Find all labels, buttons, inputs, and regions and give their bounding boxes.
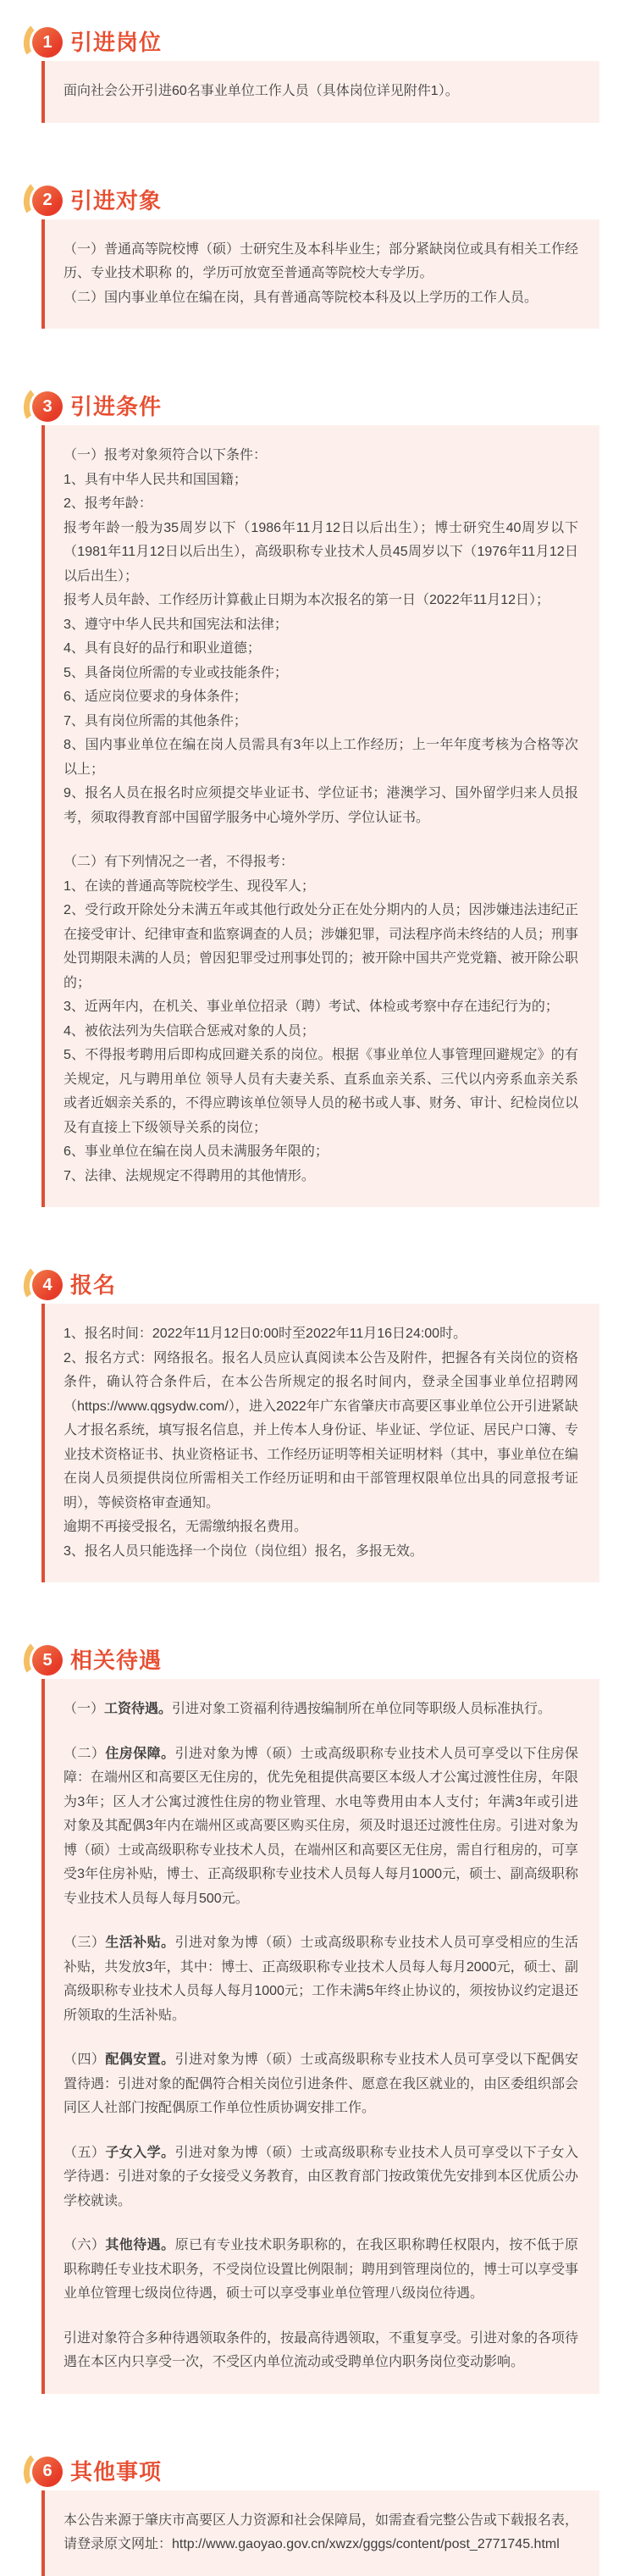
paragraph: 7、具有岗位所需的其他条件； — [64, 713, 247, 728]
section-body — [41, 61, 599, 123]
section-number-badge: 1 — [32, 27, 63, 58]
paragraph: 本公告来源于肇庆市高要区人力资源和社会保障局，如需查看完整公告或下载报名表，请登录原文网址：http://www.gaoyao.gov.cn/xwzx/gggs/content/post_2771745.html — [64, 2512, 579, 2551]
paragraph: 9、报名人员在报名时应须提交毕业证书、学位证书；港澳学习、国外留学归来人员报考，须取得教育部中国留学服务中心境外学历、学位认证书。 — [64, 786, 578, 825]
section-number-badge: 2 — [32, 186, 63, 216]
paragraph: 6、事业单位在编在岗人员未满服务年限的； — [64, 1144, 329, 1159]
paragraph: 6、适应岗位要求的身体条件； — [64, 690, 247, 704]
section — [0, 24, 635, 123]
section-number-badge: 4 — [32, 1270, 63, 1300]
paragraph-lead-label: 生活补贴。 — [105, 1936, 175, 1950]
paragraph: 3、近两年内，在机关、事业单位招录（聘）考试、体检或考察中存在违纪行为的； — [64, 1000, 559, 1014]
section — [0, 1642, 635, 2394]
paragraph: 7、法律、法规规定不得聘用的其他情形。 — [64, 1168, 315, 1183]
source-url: http://www.gaoyao.gov.cn/xwzx/gggs/content/post_2771745.html — [172, 2537, 560, 2551]
section-body — [41, 1679, 599, 2394]
section — [0, 182, 635, 330]
paragraph: （六）其他待遇。原已有专业技术职务职称的，在我区职称聘任权限内，按不低于原职称聘任专业技术职务，不受岗位设置比例限制；聘用到管理岗位的，博士可以享受事业单位管理七级岗位待遇，硕士可以享受事业单位管理八级岗位待遇。 — [64, 2238, 579, 2301]
section-header — [24, 1266, 635, 1304]
paragraph: （四）配偶安置。引进对象为博（硕）士或高级职称专业技术人员可享受以下配偶安置待遇：引进对象的配偶符合相关岗位引进条件、愿意在我区就业的，由区委组织部会同区人社部门按配偶原工作单位性质协调安排工作。 — [64, 2052, 579, 2115]
section-header — [24, 2453, 635, 2490]
section-number-badge: 6 — [32, 2457, 63, 2487]
section-title: 引进对象 — [70, 187, 163, 213]
paragraph: （一）工资待遇。引进对象工资福利待遇按编制所在单位同等职级人员标准执行。 — [64, 1702, 552, 1716]
section — [0, 388, 635, 1207]
section-title: 相关待遇 — [70, 1648, 163, 1673]
section-title: 其他事项 — [70, 2458, 163, 2485]
paragraph: 2、报名方式：网络报名。报名人员应认真阅读本公告及附件，把握各有关岗位的资格条件，确认符合条件后，在本公告所规定的报名时间内，登录全国事业单位招聘网（https://www.qgsydw.com/），进入2022年广东省肇庆市高要区事业单位公开引进紧缺人才报名系统，填写报名信息，并上传本人身份证、毕业证、学位证、居民户口簿、专业技术资格证书、执业资格证书、工作经历证明等相关证明材料（其中，事业单位在编在岗人员须提供岗位所需相关工作经历证明和由干部管理权限单位出具的同意报考证明），等候资格审查通知。 — [64, 1350, 579, 1510]
section-number-badge: 3 — [32, 391, 63, 422]
section-title: 报名 — [70, 1272, 117, 1298]
section-body — [41, 2490, 599, 2576]
section-title: 引进岗位 — [70, 30, 163, 55]
section-header — [24, 388, 635, 425]
paragraph: （三）生活补贴。引进对象为博（硕）士或高级职称专业技术人员可享受相应的生活补贴，共发放3年，其中：博士、正高级职称专业技术人员每人每月2000元，硕士、副高级职称专业技术人员每人每月1000元；工作未满5年终止协议的，须按协议约定退还所领取的生活补贴。 — [64, 1936, 578, 2023]
paragraph: 5、不得报考聘用后即构成回避关系的岗位。根据《事业单位人事管理回避规定》的有关规定，凡与聘用单位 领导人员有夫妻关系、直系血亲关系、三代以内旁系血亲关系或者近姻亲关系的，不得应聘该单位领导人员的秘书或人事、财务、审计、纪检岗位以及有直接上下级领导关系的岗位； — [64, 1048, 579, 1135]
paragraph: 2、受行政开除处分未满五年或其他行政处分正在处分期内的人员；因涉嫌违法违纪正在接受审计、纪律审查和监察调查的人员；涉嫌犯罪，司法程序尚未终结的人员；刑事处罚期限未满的人员；曾因犯罪受过刑事处罚的；被开除中国共产党党籍、被开除公职的； — [64, 903, 579, 990]
paragraph-lead-label: 子女入学。 — [105, 2145, 175, 2160]
paragraph-lead-label: 配偶安置。 — [105, 2052, 175, 2067]
section-body — [41, 219, 599, 330]
section-header — [24, 182, 635, 219]
paragraph: 2、报考年龄： — [64, 496, 152, 511]
paragraph: 3、遵守中华人民共和国宪法和法律； — [64, 617, 288, 632]
section — [0, 2453, 635, 2576]
paragraph: 1、具有中华人民共和国国籍； — [64, 472, 247, 487]
paragraph: （一）报考对象须符合以下条件： — [64, 448, 268, 463]
paragraph: 1、在读的普通高等院校学生、现役军人； — [64, 878, 315, 894]
paragraph-lead-label: 工资待遇。 — [104, 1702, 173, 1716]
paragraph: 8、国内事业单位在编在岗人员需具有3年以上工作经历；上一年年度考核为合格等次以上； — [64, 738, 578, 777]
section-body — [41, 425, 599, 1207]
section — [0, 1266, 635, 1582]
paragraph: 报考年龄一般为35周岁以下（1986年11月12日以后出生）；博士研究生40周岁以下（1981年11月12日以后出生），高级职称专业技术人员45周岁以下（1976年11月12日以后出生）； — [64, 520, 578, 584]
paragraph-lead-label: 住房保障。 — [105, 1746, 175, 1761]
announcement-document — [0, 24, 635, 2576]
section-title: 引进条件 — [70, 394, 163, 419]
paragraph: 3、报名人员只能选择一个岗位（岗位组）报名，多报无效。 — [64, 1543, 423, 1559]
section-body — [41, 1304, 599, 1582]
paragraph: 1、报名时间：2022年11月12日0:00时至2022年11月16日24:00时。 — [64, 1327, 467, 1341]
paragraph: （一）普通高等院校博（硕）士研究生及本科毕业生；部分紧缺岗位或具有相关工作经历、专业技术职称 的，学历可放宽至普通高等院校大专学历。 — [64, 241, 579, 280]
section-header — [24, 24, 635, 61]
paragraph-lead-label: 其他待遇。 — [105, 2238, 175, 2252]
paragraph: 4、具有良好的品行和职业道德； — [64, 641, 261, 656]
paragraph: （二）住房保障。引进对象为博（硕）士或高级职称专业技术人员可享受以下住房保障：在端州区和高要区无住房的，优先免租提供高要区本级人才公寓过渡性住房，年限为3年；区人才公寓过渡性住房的物业管理、水电等费用由本人支付；年满3年或引进对象及其配偶3年内在端州区或高要区购买住房，须及时退还过渡性住房。引进对象为博（硕）士或高级职称专业技术人员，在端州区和高要区无住房，需自行租房的，可享受3年住房补贴，博士、正高级职称专业技术人员每人每月1000元，硕士、副高级职称专业技术人员每人每月500元。 — [64, 1746, 579, 1906]
paragraph: 4、被依法列为失信联合惩戒对象的人员； — [64, 1023, 315, 1039]
paragraph: 面向社会公开引进60名事业单位工作人员（具体岗位详见附件1）。 — [64, 84, 459, 98]
section-number-badge: 5 — [32, 1645, 63, 1676]
paragraph: 引进对象符合多种待遇领取条件的，按最高待遇领取，不重复享受。引进对象的各项待遇在本区内只享受一次，不受区内单位流动或受聘单位内职务岗位变动影响。 — [64, 2330, 579, 2369]
paragraph: 逾期不再接受报名，无需缴纳报名费用。 — [64, 1520, 308, 1534]
paragraph: 报考人员年龄、工作经历计算截止日期为本次报名的第一日（2022年11月12日）； — [64, 593, 550, 607]
section-header — [24, 1642, 635, 1679]
paragraph: 5、具备岗位所需的专业或技能条件； — [64, 665, 288, 680]
paragraph: （五）子女入学。引进对象为博（硕）士或高级职称专业技术人员可享受以下子女入学待遇：引进对象的子女接受义务教育，由区教育部门按政策优先安排到本区优质公办学校就读。 — [64, 2145, 579, 2208]
paragraph: （二）有下列情况之一者，不得报考： — [64, 855, 295, 869]
paragraph: （二）国内事业单位在编在岗，具有普通高等院校本科及以上学历的工作人员。 — [64, 290, 538, 305]
